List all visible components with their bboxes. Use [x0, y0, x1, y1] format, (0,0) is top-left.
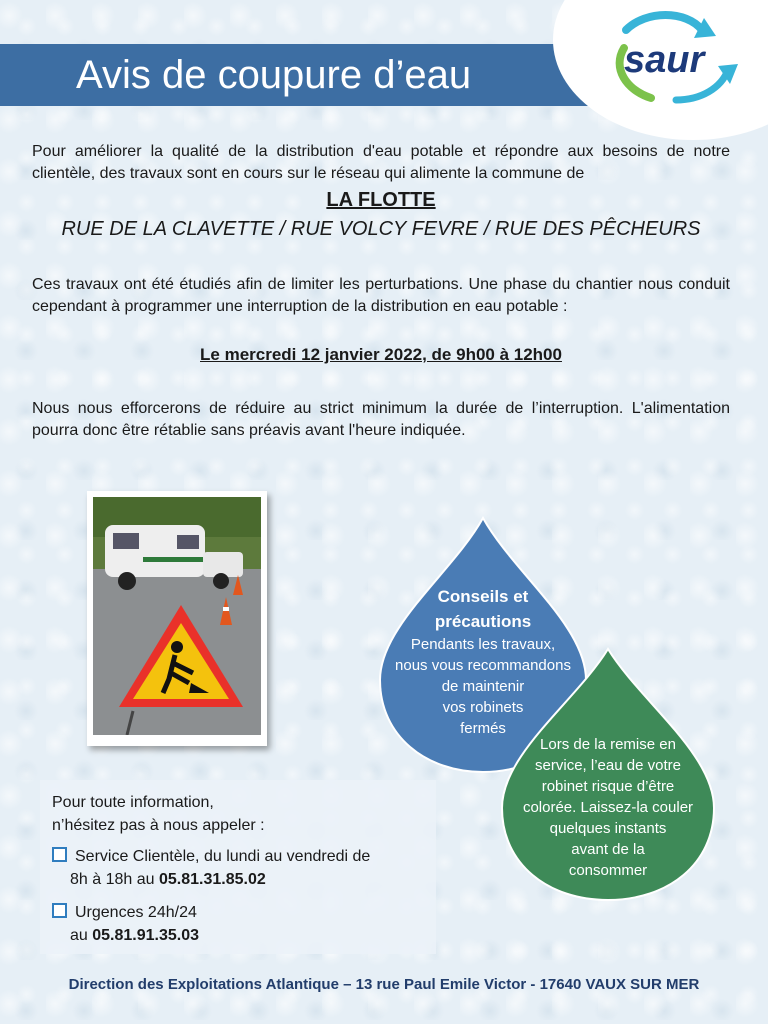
checkbox-icon [52, 847, 67, 862]
service-client-phone: 05.81.31.85.02 [158, 871, 266, 888]
service-client-line-1: Service Clientèle, du lundi au vendredi de [75, 848, 371, 865]
advice-line: nous vous recommandons [395, 657, 571, 674]
service-note-line: service, l’eau de votre [535, 757, 681, 774]
worksite-photo [93, 497, 261, 735]
contact-line-2: n’hésitez pas à nous appeler : [52, 817, 265, 834]
footer-address: Direction des Exploitations Atlantique – 13 rue Paul Emile Victor - 17640 VAUX SUR MER [68, 976, 700, 993]
contact-line-1: Pour toute information, [52, 794, 214, 811]
interruption-date: Le mercredi 12 janvier 2022, de 9h00 à 12h00 [200, 345, 562, 364]
service-client-line-2 [70, 869, 266, 891]
service-note-line: colorée. Laissez-la couler [522, 799, 694, 816]
service-note-line: avant de la [571, 841, 645, 858]
advice-line: fermés [460, 720, 506, 737]
worksite-photo-frame [87, 491, 267, 746]
closing-paragraph: Nous nous efforcerons de réduire au strict minimum la durée de l’interruption. L'alimentation pourra donc être rétablie sans préavis avant l'heure indiquée. [32, 400, 730, 439]
advice-line: vos robinets [442, 699, 524, 716]
contact-box [40, 780, 436, 954]
service-note-line: robinet risque d’être [541, 778, 675, 795]
advice-title-line-1: Conseils et [437, 587, 529, 606]
street-names: RUE DE LA CLAVETTE / RUE VOLCY FEVRE / RUE DES PÊCHEURS [61, 218, 701, 240]
service-note-line: quelques instants [549, 820, 667, 837]
logo-text: saur [624, 39, 705, 81]
service-client-hours: 8h à 18h au [70, 871, 155, 888]
intro-paragraph: Pour améliorer la qualité de la distribution d'eau potable et répondre aux besoins de notre clientèle, des travaux sont en cours sur le réseau qui alimente la commune de [32, 143, 730, 182]
commune-name: LA FLOTTE [326, 189, 436, 211]
urgent-line-1: Urgences 24h/24 [75, 904, 197, 921]
service-client-item [52, 846, 370, 868]
checkbox-icon [52, 903, 67, 918]
urgent-prefix: au [70, 927, 88, 944]
service-note-text [500, 734, 716, 881]
works-paragraph: Ces travaux ont été étudiés afin de limiter les perturbations. Une phase du chantier nous conduit cependant à programmer une interruption de la distribution en eau potable : [32, 276, 730, 315]
service-note-line: Lors de la remise en [540, 736, 676, 753]
advice-title-line-2: précautions [434, 612, 532, 631]
urgent-item [52, 902, 197, 924]
advice-line: Pendants les travaux, [410, 636, 556, 653]
saur-logo [606, 8, 746, 108]
advice-line: de maintenir [441, 678, 525, 695]
page-title: Avis de coupure d’eau [76, 53, 472, 97]
urgent-phone: 05.81.91.35.03 [92, 927, 200, 944]
service-note-line: consommer [568, 862, 648, 879]
urgent-line-2 [70, 925, 199, 947]
